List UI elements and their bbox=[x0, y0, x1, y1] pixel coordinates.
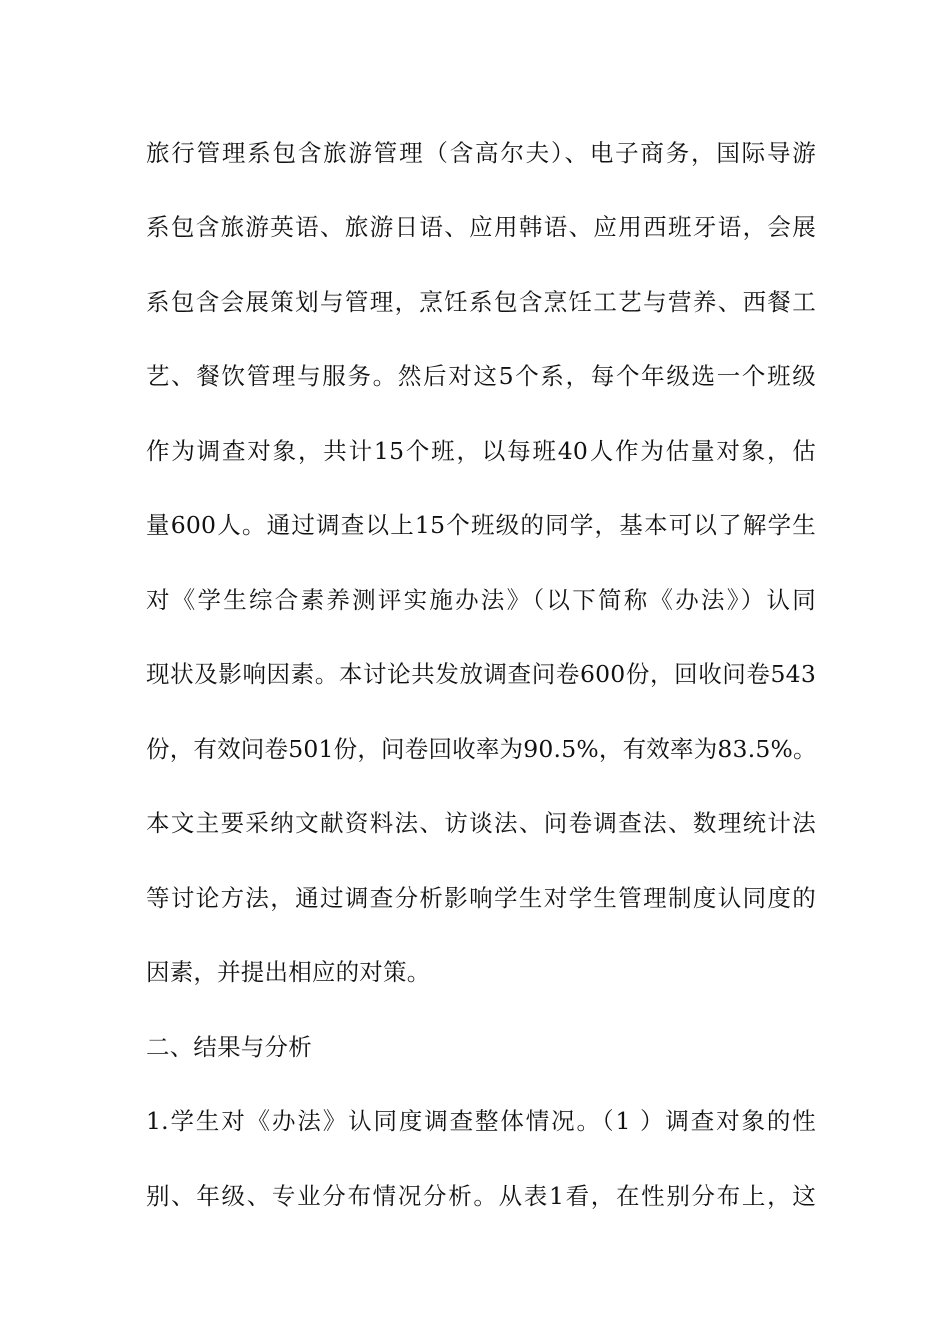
text-line: 系包含会展策划与管理，烹饪系包含烹饪工艺与营养、西餐工 bbox=[146, 288, 816, 316]
text-line: 等讨论方法，通过调查分析影响学生对学生管理制度认同度的 bbox=[146, 884, 816, 912]
text-line: 现状及影响因素。本讨论共发放调查问卷600份，回收问卷543 bbox=[146, 660, 816, 688]
text-line: 量600人。通过调查以上15个班级的同学，基本可以了解学生 bbox=[146, 511, 816, 539]
text-line: 旅行管理系包含旅游管理（含高尔夫）、电子商务，国际导游 bbox=[146, 139, 816, 167]
text-line: 本文主要采纳文献资料法、访谈法、问卷调查法、数理统计法 bbox=[146, 809, 816, 837]
text-line: 作为调查对象，共计15个班，以每班40人作为估量对象，估 bbox=[146, 437, 816, 465]
section-heading: 二、结果与分析 bbox=[146, 1033, 312, 1061]
text-line: 别、年级、专业分布情况分析。从表1看，在性别分布上，这 bbox=[146, 1182, 816, 1210]
text-line: 份，有效问卷501份，问卷回收率为90.5%，有效率为83.5%。 bbox=[146, 735, 817, 763]
text-line: 对《学生综合素养测评实施办法》（以下简称《办法》）认同 bbox=[146, 586, 816, 614]
text-line: 艺、餐饮管理与服务。然后对这5个系，每个年级选一个班级 bbox=[146, 362, 816, 390]
text-line: 1.学生对《办法》认同度调查整体情况。（1 ）调查对象的性 bbox=[146, 1107, 816, 1135]
text-line: 系包含旅游英语、旅游日语、应用韩语、应用西班牙语，会展 bbox=[146, 213, 816, 241]
text-line: 因素，并提出相应的对策。 bbox=[146, 958, 431, 986]
